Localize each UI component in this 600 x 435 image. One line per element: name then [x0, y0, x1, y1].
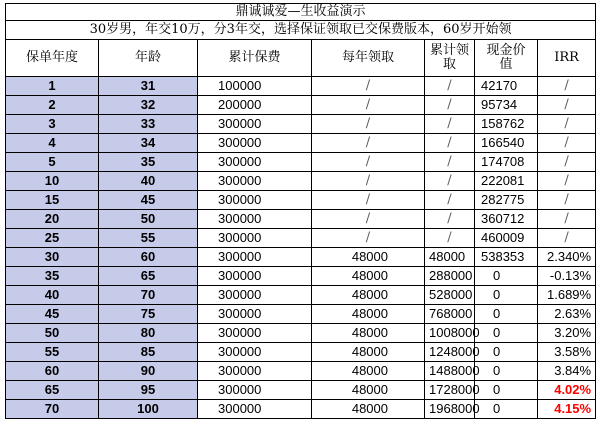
cell-cumulative-payout: 1968000	[425, 400, 475, 419]
benefit-illustration-table	[5, 3, 596, 419]
cell-policy-year: 15	[6, 191, 99, 210]
cell-annual-payout: /	[312, 172, 425, 191]
cell-age: 75	[99, 305, 198, 324]
cell-cumulative-payout: /	[425, 96, 475, 115]
cell-irr: 3.84%	[538, 362, 596, 381]
cell-irr: 2.340%	[538, 248, 596, 267]
cell-age: 70	[99, 286, 198, 305]
cell-cumulative-premium: 300000	[198, 324, 312, 343]
cell-annual-payout: 48000	[312, 400, 425, 419]
table-body	[6, 77, 596, 419]
cell-cumulative-premium: 300000	[198, 153, 312, 172]
cell-cumulative-premium: 300000	[198, 172, 312, 191]
cell-policy-year: 55	[6, 343, 99, 362]
cell-age: 80	[99, 324, 198, 343]
header-cumulative-payout: 累计领取	[425, 40, 475, 77]
cell-cumulative-premium: 300000	[198, 210, 312, 229]
cell-age: 65	[99, 267, 198, 286]
cell-irr: /	[538, 172, 596, 191]
cell-cash-value: 460009	[475, 229, 538, 248]
cell-cumulative-premium: 300000	[198, 229, 312, 248]
cell-age: 34	[99, 134, 198, 153]
table-row	[6, 96, 596, 115]
cell-annual-payout: 48000	[312, 343, 425, 362]
header-policy-year: 保单年度	[6, 40, 99, 77]
cell-cumulative-payout: /	[425, 172, 475, 191]
cell-policy-year: 20	[6, 210, 99, 229]
cell-cumulative-payout: 1488000	[425, 362, 475, 381]
cell-age: 90	[99, 362, 198, 381]
cell-policy-year: 35	[6, 267, 99, 286]
cell-age: 35	[99, 153, 198, 172]
header-age: 年龄	[99, 40, 198, 77]
cell-cumulative-premium: 300000	[198, 115, 312, 134]
table-row	[6, 134, 596, 153]
table-row	[6, 172, 596, 191]
cell-policy-year: 60	[6, 362, 99, 381]
cell-cumulative-premium: 300000	[198, 286, 312, 305]
cell-cash-value: 0	[475, 381, 538, 400]
table-row	[6, 305, 596, 324]
header-annual-payout: 每年领取	[312, 40, 425, 77]
cell-irr: /	[538, 210, 596, 229]
cell-irr: /	[538, 77, 596, 96]
cell-policy-year: 30	[6, 248, 99, 267]
cell-cumulative-payout: /	[425, 134, 475, 153]
cell-irr: 4.02%	[538, 381, 596, 400]
cell-annual-payout: 48000	[312, 248, 425, 267]
cell-age: 85	[99, 343, 198, 362]
cell-cumulative-premium: 300000	[198, 305, 312, 324]
cell-policy-year: 45	[6, 305, 99, 324]
cell-cumulative-payout: /	[425, 153, 475, 172]
cell-policy-year: 65	[6, 381, 99, 400]
cell-cash-value: 0	[475, 267, 538, 286]
cell-irr: /	[538, 153, 596, 172]
cell-cumulative-payout: 528000	[425, 286, 475, 305]
cell-cumulative-payout: /	[425, 191, 475, 210]
cell-cumulative-premium: 300000	[198, 134, 312, 153]
cell-cash-value: 222081	[475, 172, 538, 191]
table-row	[6, 115, 596, 134]
cell-cash-value: 0	[475, 305, 538, 324]
cell-age: 31	[99, 77, 198, 96]
cell-cumulative-premium: 300000	[198, 267, 312, 286]
cell-policy-year: 5	[6, 153, 99, 172]
cell-cumulative-payout: 288000	[425, 267, 475, 286]
cell-irr: 4.15%	[538, 400, 596, 419]
cell-cash-value: 42170	[475, 77, 538, 96]
table-row	[6, 210, 596, 229]
cell-irr: 3.58%	[538, 343, 596, 362]
cell-irr: 1.689%	[538, 286, 596, 305]
cell-cumulative-premium: 300000	[198, 381, 312, 400]
cell-annual-payout: /	[312, 210, 425, 229]
cell-cumulative-payout: 1248000	[425, 343, 475, 362]
table-title: 鼎诚诚爱—生收益演示	[6, 4, 596, 21]
cell-policy-year: 50	[6, 324, 99, 343]
table-row	[6, 362, 596, 381]
cell-cumulative-payout: 768000	[425, 305, 475, 324]
cell-policy-year: 1	[6, 77, 99, 96]
cell-annual-payout: /	[312, 191, 425, 210]
cell-cash-value: 166540	[475, 134, 538, 153]
cell-annual-payout: /	[312, 153, 425, 172]
table-row	[6, 77, 596, 96]
cell-irr: 2.63%	[538, 305, 596, 324]
cell-age: 60	[99, 248, 198, 267]
cell-age: 45	[99, 191, 198, 210]
cell-cash-value: 158762	[475, 115, 538, 134]
cell-cumulative-premium: 300000	[198, 400, 312, 419]
cell-policy-year: 2	[6, 96, 99, 115]
cell-age: 50	[99, 210, 198, 229]
cell-annual-payout: /	[312, 229, 425, 248]
cell-cash-value: 0	[475, 343, 538, 362]
header-cash-value: 现金价值	[475, 40, 538, 77]
cell-irr: /	[538, 191, 596, 210]
cell-cumulative-premium: 300000	[198, 248, 312, 267]
table-row	[6, 229, 596, 248]
cell-cumulative-payout: /	[425, 229, 475, 248]
cell-irr: /	[538, 229, 596, 248]
cell-cumulative-payout: /	[425, 115, 475, 134]
cell-annual-payout: 48000	[312, 267, 425, 286]
cell-age: 33	[99, 115, 198, 134]
cell-cumulative-payout: /	[425, 77, 475, 96]
cell-irr: /	[538, 134, 596, 153]
cell-annual-payout: 48000	[312, 381, 425, 400]
cell-annual-payout: /	[312, 134, 425, 153]
cell-age: 32	[99, 96, 198, 115]
header-irr: IRR	[538, 40, 596, 77]
cell-irr: /	[538, 115, 596, 134]
cell-cumulative-payout: /	[425, 210, 475, 229]
cell-annual-payout: 48000	[312, 362, 425, 381]
table-row	[6, 153, 596, 172]
cell-annual-payout: 48000	[312, 286, 425, 305]
cell-age: 55	[99, 229, 198, 248]
table-row	[6, 267, 596, 286]
cell-cumulative-payout: 48000	[425, 248, 475, 267]
cell-cumulative-premium: 200000	[198, 96, 312, 115]
cell-cumulative-premium: 100000	[198, 77, 312, 96]
cell-cash-value: 0	[475, 286, 538, 305]
cell-cash-value: 95734	[475, 96, 538, 115]
cell-cash-value: 282775	[475, 191, 538, 210]
table-row	[6, 381, 596, 400]
cell-annual-payout: 48000	[312, 305, 425, 324]
cell-annual-payout: /	[312, 96, 425, 115]
cell-cumulative-premium: 300000	[198, 343, 312, 362]
cell-cash-value: 0	[475, 324, 538, 343]
cell-cumulative-payout: 1008000	[425, 324, 475, 343]
cell-cumulative-premium: 300000	[198, 362, 312, 381]
cell-policy-year: 40	[6, 286, 99, 305]
cell-cumulative-payout: 1728000	[425, 381, 475, 400]
table-row	[6, 343, 596, 362]
table-row	[6, 286, 596, 305]
cell-policy-year: 4	[6, 134, 99, 153]
cell-irr: 3.20%	[538, 324, 596, 343]
table-row	[6, 400, 596, 419]
cell-cumulative-premium: 300000	[198, 191, 312, 210]
cell-annual-payout: /	[312, 77, 425, 96]
table-row	[6, 248, 596, 267]
table-row	[6, 324, 596, 343]
cell-irr: /	[538, 96, 596, 115]
cell-age: 95	[99, 381, 198, 400]
table-subtitle: 30岁男，年交10万，分3年交，选择保证领取已交保费版本，60岁开始领	[6, 21, 596, 40]
cell-policy-year: 10	[6, 172, 99, 191]
cell-irr: -0.13%	[538, 267, 596, 286]
cell-cash-value: 360712	[475, 210, 538, 229]
cell-cash-value: 538353	[475, 248, 538, 267]
cell-cash-value: 0	[475, 362, 538, 381]
cell-policy-year: 3	[6, 115, 99, 134]
cell-policy-year: 70	[6, 400, 99, 419]
cell-age: 100	[99, 400, 198, 419]
cell-annual-payout: /	[312, 115, 425, 134]
header-cumulative-premium: 累计保费	[198, 40, 312, 77]
cell-policy-year: 25	[6, 229, 99, 248]
table-row	[6, 191, 596, 210]
cell-cash-value: 0	[475, 400, 538, 419]
cell-cash-value: 174708	[475, 153, 538, 172]
cell-age: 40	[99, 172, 198, 191]
cell-annual-payout: 48000	[312, 324, 425, 343]
